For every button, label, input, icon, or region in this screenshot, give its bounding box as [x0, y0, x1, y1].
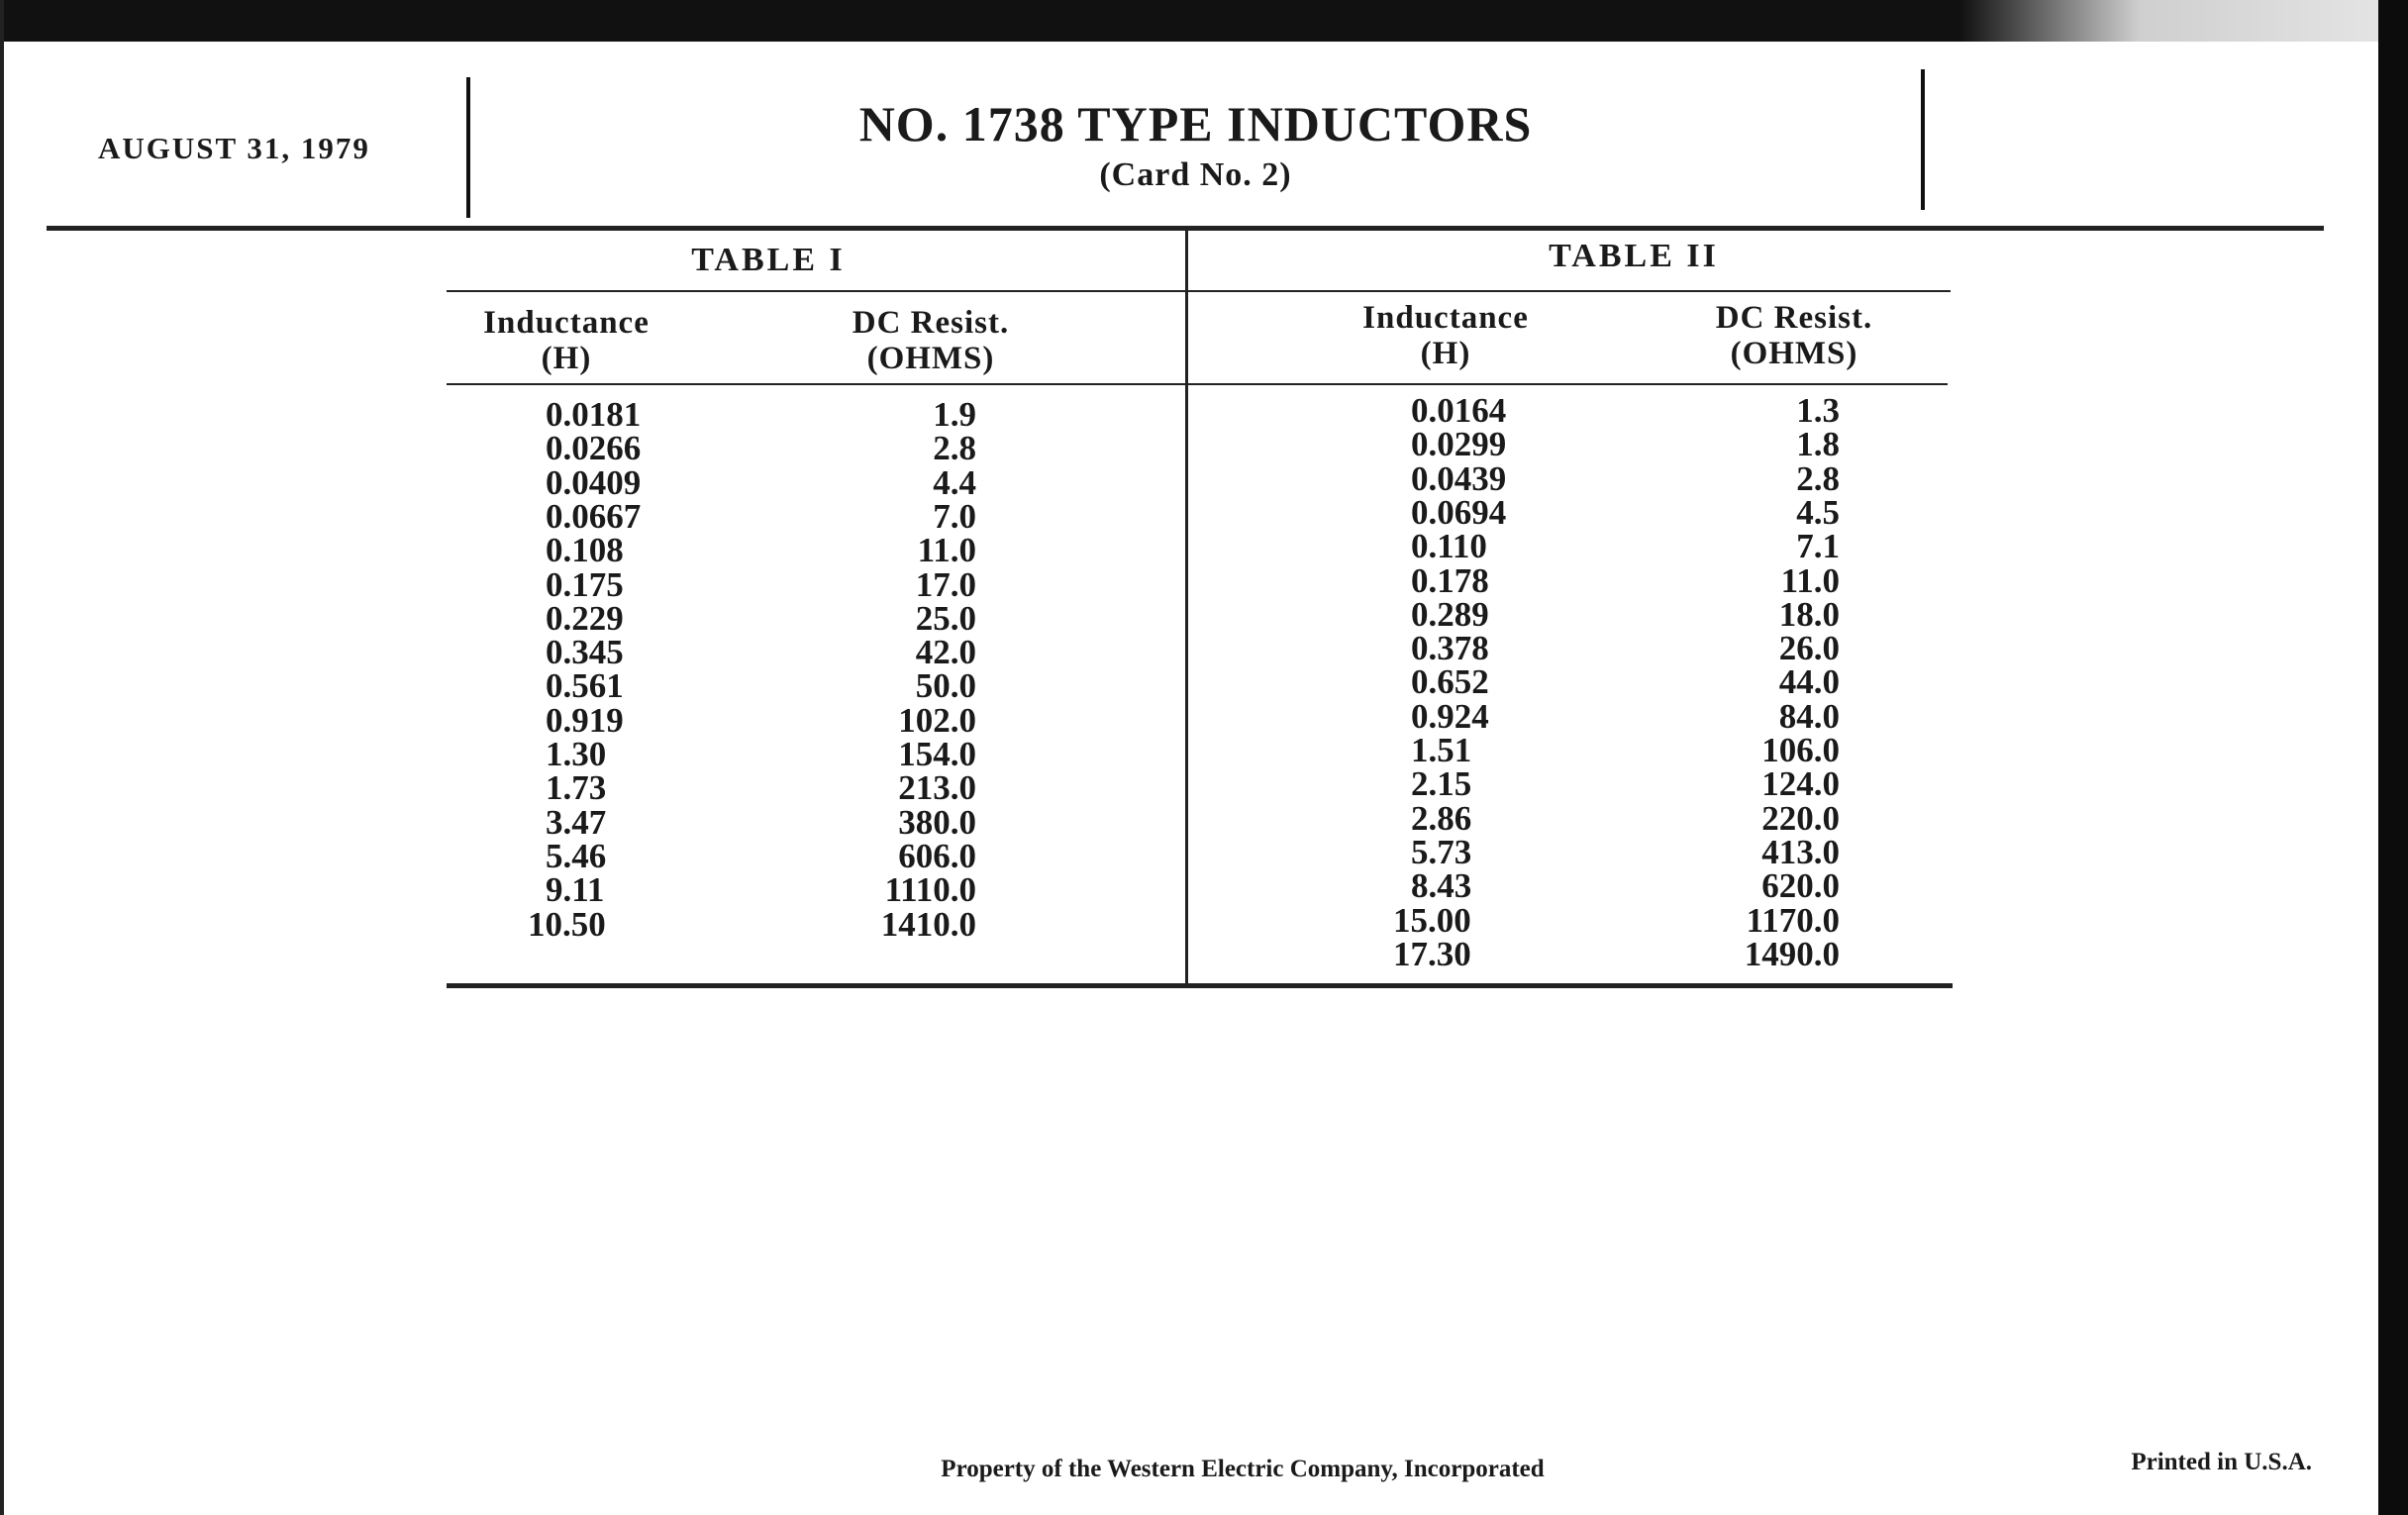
header-line: Inductance [483, 305, 650, 341]
dc-resistance-cell: 11.0 [1780, 560, 1840, 600]
header-line: Inductance [1362, 300, 1529, 336]
dc-resistance-cell: 413.0 [1761, 832, 1840, 871]
ownership-notice: Property of the Western Electric Company, Incorporated [941, 1456, 1545, 1482]
inductance-cell: 0.0694 [1411, 492, 1507, 532]
card-number: (Card No. 2) [1099, 156, 1292, 193]
inductance-cell: 0.0409 [546, 462, 642, 502]
header-line: DC Resist. [852, 305, 1010, 341]
inductance-cell: 0.924 [1411, 696, 1489, 736]
dc-resistance-cell: 1110.0 [884, 870, 976, 910]
inductance-cell: 5.46 [546, 836, 607, 875]
inductance-cell: 9.11 [546, 870, 605, 910]
dc-resistance-cell: 102.0 [898, 700, 976, 740]
dc-resistance-cell: 18.0 [1778, 594, 1840, 634]
inductance-cell: 0.652 [1411, 662, 1489, 702]
dc-resistance-cell: 1410.0 [880, 904, 976, 944]
dc-resistance-cell: 220.0 [1761, 798, 1840, 838]
inductance-cell: 2.15 [1411, 764, 1472, 804]
inductance-cell: 0.561 [546, 666, 624, 706]
table-title-rule [447, 290, 1951, 292]
inductance-cell: 0.0439 [1411, 458, 1507, 498]
header-line: DC Resist. [1715, 300, 1873, 336]
page-title: NO. 1738 TYPE INDUCTORS [858, 96, 1533, 152]
dc-resistance-cell: 1490.0 [1744, 934, 1840, 973]
table-divider [1185, 228, 1188, 986]
dc-resistance-cell: 1.3 [1796, 391, 1840, 430]
inductance-cell: 0.110 [1411, 527, 1487, 566]
printed-notice: Printed in U.S.A. [2131, 1449, 2312, 1475]
dc-resistance-cell: 1170.0 [1746, 900, 1840, 940]
dc-resistance-cell: 11.0 [917, 531, 976, 570]
inductance-cell: 0.345 [546, 633, 624, 672]
table-bottom-rule [447, 983, 1953, 988]
inductance-cell: 0.0667 [546, 496, 642, 536]
dc-resistance-cell: 26.0 [1778, 629, 1840, 668]
inductance-cell: 8.43 [1411, 866, 1472, 906]
inductance-cell: 0.289 [1411, 594, 1489, 634]
dc-resistance-cell: 4.4 [933, 462, 976, 502]
dc-resistance-cell: 606.0 [898, 836, 976, 875]
dc-resistance-cell: 106.0 [1761, 731, 1840, 769]
inductance-cell: 2.86 [1411, 798, 1472, 838]
inductance-cell: 0.178 [1411, 560, 1489, 600]
scan-border-left [0, 0, 4, 1515]
inductance-cell: 0.0266 [546, 429, 642, 468]
dc-resistance-cell: 620.0 [1761, 866, 1840, 906]
column-header-inductance [1337, 300, 1555, 371]
header-unit: (OHMS) [866, 341, 995, 376]
dc-resistance-cell: 4.5 [1796, 492, 1840, 532]
dc-resistance-cell: 380.0 [898, 802, 976, 842]
dc-resistance-cell: 50.0 [915, 666, 976, 706]
inductance-cell: 10.50 [528, 904, 606, 944]
card-date: AUGUST 31, 1979 [98, 131, 370, 165]
dc-resistance-cell: 25.0 [915, 598, 976, 638]
scan-border-right [2378, 0, 2408, 1515]
inductance-cell: 0.175 [546, 564, 624, 604]
inductance-cell: 1.30 [546, 735, 607, 773]
dc-resistance-cell: 84.0 [1778, 696, 1840, 736]
inductance-cell: 3.47 [546, 802, 607, 842]
inductance-cell: 0.0181 [546, 395, 642, 434]
dc-resistance-cell: 154.0 [898, 735, 976, 773]
scan-border-top-right [1960, 0, 2408, 42]
inductance-cell: 5.73 [1411, 832, 1472, 871]
inductance-cell: 0.229 [546, 598, 624, 638]
inductance-cell: 1.51 [1411, 731, 1472, 769]
header-divider-right [1921, 69, 1925, 210]
dc-resistance-cell: 124.0 [1761, 764, 1840, 804]
dc-resistance-cell: 42.0 [915, 633, 976, 672]
inductance-cell: 0.919 [546, 700, 624, 740]
inductance-cell: 0.0299 [1411, 425, 1507, 464]
inductance-cell: 17.30 [1393, 934, 1471, 973]
header-unit: (OHMS) [1730, 336, 1858, 371]
dc-resistance-cell: 17.0 [915, 564, 976, 604]
inductance-cell: 0.378 [1411, 629, 1489, 668]
header-unit: (H) [1420, 336, 1471, 371]
table-title: TABLE II [1549, 238, 1719, 274]
inductance-cell: 15.00 [1393, 900, 1471, 940]
table-header-rule [447, 383, 1948, 385]
column-header-dc-resistance [822, 305, 1040, 376]
inductance-cell: 0.108 [546, 531, 624, 570]
dc-resistance-cell: 1.9 [933, 395, 976, 434]
column-header-inductance [457, 305, 675, 376]
dc-resistance-cell: 2.8 [933, 429, 976, 468]
header-unit: (H) [541, 341, 592, 376]
dc-resistance-cell: 213.0 [898, 768, 976, 808]
dc-resistance-cell: 7.0 [933, 496, 976, 536]
dc-resistance-cell: 7.1 [1796, 527, 1840, 566]
dc-resistance-cell: 2.8 [1796, 458, 1840, 498]
table-title: TABLE I [691, 242, 846, 278]
dc-resistance-cell: 1.8 [1796, 425, 1840, 464]
inductance-cell: 1.73 [546, 768, 607, 808]
dc-resistance-cell: 44.0 [1778, 662, 1840, 702]
inductance-cell: 0.0164 [1411, 391, 1507, 430]
column-header-dc-resistance [1685, 300, 1903, 371]
